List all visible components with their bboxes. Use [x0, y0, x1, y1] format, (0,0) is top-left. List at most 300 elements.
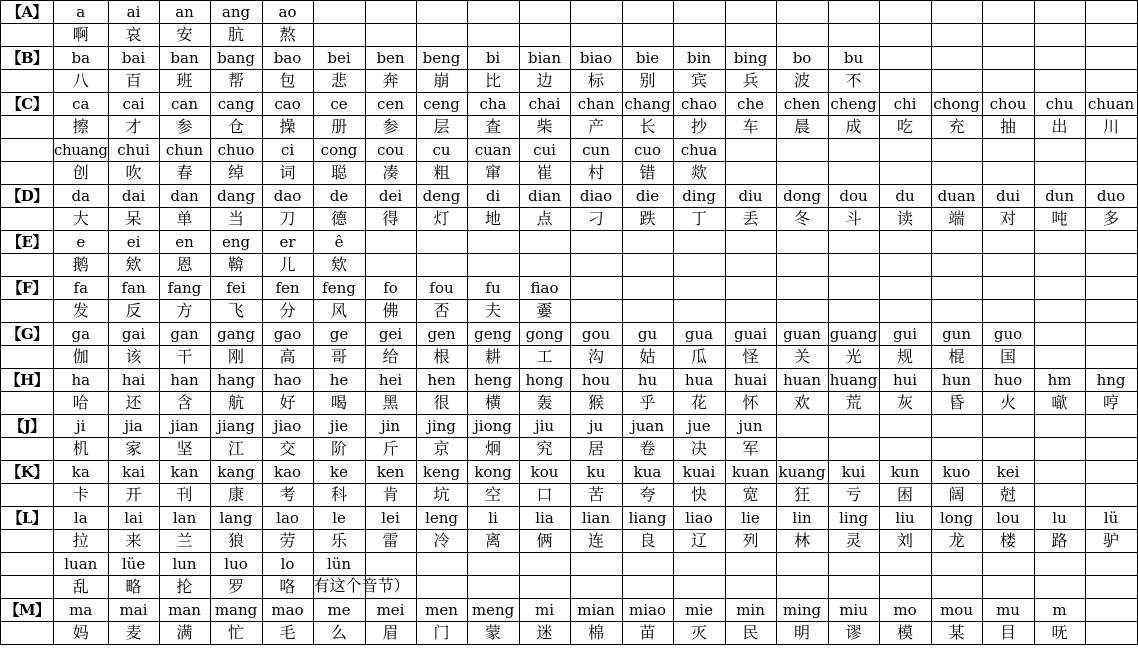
hanzi-row: [1, 530, 1138, 553]
pinyin-cell: ai: [108, 1, 159, 24]
pinyin-cell: lu: [1034, 507, 1085, 530]
pinyin-cell: fou: [416, 277, 467, 300]
pinyin-cell: man: [159, 599, 210, 622]
pinyin-cell: men: [416, 599, 467, 622]
pinyin-cell: chi: [879, 93, 931, 116]
hanzi-cell: 词: [262, 162, 313, 185]
hanzi-cell: [570, 576, 622, 599]
pinyin-row: [1, 47, 1138, 70]
hanzi-cell: 龙: [931, 530, 982, 553]
pinyin-cell: [673, 277, 725, 300]
hanzi-cell: 刘: [879, 530, 931, 553]
pinyin-cell: ge: [313, 323, 365, 346]
hanzi-cell: 开: [108, 484, 159, 507]
pinyin-cell: ming: [776, 599, 828, 622]
pinyin-cell: ca: [54, 93, 109, 116]
hanzi-cell: 花: [673, 392, 725, 415]
pinyin-cell: de: [313, 185, 365, 208]
pinyin-cell: bao: [262, 47, 313, 70]
hanzi-cell: 得: [365, 208, 416, 231]
hanzi-cell: [828, 438, 879, 461]
pinyin-cell: long: [931, 507, 982, 530]
hanzi-cell: 噷: [1034, 392, 1085, 415]
pinyin-cell: mi: [519, 599, 570, 622]
pinyin-cell: lo: [262, 553, 313, 576]
hanzi-cell: 亏: [828, 484, 879, 507]
pinyin-cell: ju: [570, 415, 622, 438]
hanzi-row: [1, 484, 1138, 507]
hanzi-cell: [1085, 576, 1137, 599]
pinyin-cell: fiao: [519, 277, 570, 300]
hanzi-cell: 姑: [622, 346, 673, 369]
pinyin-cell: [828, 1, 879, 24]
pinyin-cell: hu: [622, 369, 673, 392]
hanzi-cell: [570, 254, 622, 277]
initial-letter-cell: [1, 530, 54, 553]
hanzi-cell: 困: [879, 484, 931, 507]
hanzi-cell: 连: [570, 530, 622, 553]
hanzi-row: [1, 254, 1138, 277]
hanzi-cell: 册: [313, 116, 365, 139]
pinyin-cell: lei: [365, 507, 416, 530]
pinyin-cell: [879, 231, 931, 254]
hanzi-cell: 康: [210, 484, 262, 507]
pinyin-cell: liu: [879, 507, 931, 530]
hanzi-cell: 吃: [879, 116, 931, 139]
pinyin-cell: huai: [725, 369, 776, 392]
hanzi-cell: 阶: [313, 438, 365, 461]
hanzi-cell: 熬: [262, 24, 313, 47]
pinyin-cell: [1034, 277, 1085, 300]
pinyin-cell: chua: [673, 139, 725, 162]
pinyin-cell: [879, 139, 931, 162]
pinyin-cell: hui: [879, 369, 931, 392]
hanzi-cell: 卡: [54, 484, 109, 507]
hanzi-cell: 奔: [365, 70, 416, 93]
hanzi-cell: [365, 24, 416, 47]
hanzi-cell: 棍: [931, 346, 982, 369]
pinyin-cell: hai: [108, 369, 159, 392]
hanzi-cell: 窜: [467, 162, 519, 185]
pinyin-cell: min: [725, 599, 776, 622]
pinyin-cell: [467, 1, 519, 24]
initial-letter-cell: [1, 392, 54, 415]
pinyin-cell: fu: [467, 277, 519, 300]
hanzi-cell: [1085, 24, 1137, 47]
pinyin-cell: ji: [54, 415, 109, 438]
pinyin-cell: fen: [262, 277, 313, 300]
hanzi-cell: [467, 254, 519, 277]
pinyin-cell: hao: [262, 369, 313, 392]
pinyin-cell: [1034, 323, 1085, 346]
pinyin-cell: [1085, 231, 1137, 254]
hanzi-cell: 呆: [108, 208, 159, 231]
hanzi-cell: [982, 24, 1034, 47]
hanzi-cell: 班: [159, 70, 210, 93]
pinyin-cell: mao: [262, 599, 313, 622]
hanzi-cell: [313, 24, 365, 47]
hanzi-cell: 乐: [313, 530, 365, 553]
pinyin-cell: cuo: [622, 139, 673, 162]
pinyin-cell: juan: [622, 415, 673, 438]
initial-letter-cell: [1, 116, 54, 139]
hanzi-cell: 边: [519, 70, 570, 93]
hanzi-cell: 兰: [159, 530, 210, 553]
pinyin-cell: [725, 277, 776, 300]
hanzi-cell: 沟: [570, 346, 622, 369]
hanzi-cell: 欸: [108, 254, 159, 277]
hanzi-cell: 列: [725, 530, 776, 553]
pinyin-cell: cu: [416, 139, 467, 162]
pinyin-cell: [931, 1, 982, 24]
pinyin-cell: bei: [313, 47, 365, 70]
pinyin-cell: mu: [982, 599, 1034, 622]
hanzi-cell: 略: [108, 576, 159, 599]
pinyin-cell: chu: [1034, 93, 1085, 116]
hanzi-cell: 兵: [725, 70, 776, 93]
hanzi-cell: 擦: [54, 116, 109, 139]
hanzi-cell: [1085, 346, 1137, 369]
pinyin-cell: kao: [262, 461, 313, 484]
pinyin-cell: [828, 553, 879, 576]
hanzi-cell: 查: [467, 116, 519, 139]
hanzi-cell: 风: [313, 300, 365, 323]
hanzi-cell: 林: [776, 530, 828, 553]
pinyin-cell: fan: [108, 277, 159, 300]
initial-letter-cell: [1, 24, 54, 47]
pinyin-cell: [931, 553, 982, 576]
pinyin-cell: bian: [519, 47, 570, 70]
pinyin-cell: [416, 1, 467, 24]
hanzi-cell: [931, 24, 982, 47]
initial-letter-cell: 【B】: [1, 47, 54, 70]
pinyin-cell: [982, 139, 1034, 162]
initial-letter-cell: 【D】: [1, 185, 54, 208]
pinyin-cell: di: [467, 185, 519, 208]
hanzi-cell: 仓: [210, 116, 262, 139]
pinyin-cell: diu: [725, 185, 776, 208]
pinyin-cell: da: [54, 185, 109, 208]
hanzi-cell: [519, 24, 570, 47]
pinyin-row: [1, 139, 1138, 162]
pinyin-cell: [365, 1, 416, 24]
pinyin-cell: gei: [365, 323, 416, 346]
hanzi-cell: 八: [54, 70, 109, 93]
hanzi-cell: 黑: [365, 392, 416, 415]
hanzi-cell: 标: [570, 70, 622, 93]
pinyin-cell: [622, 1, 673, 24]
pinyin-cell: hm: [1034, 369, 1085, 392]
hanzi-cell: 迷: [519, 622, 570, 645]
hanzi-cell: [1034, 438, 1085, 461]
hanzi-cell: 德: [313, 208, 365, 231]
pinyin-cell: chao: [673, 93, 725, 116]
hanzi-cell: 目: [982, 622, 1034, 645]
pinyin-cell: [982, 415, 1034, 438]
hanzi-cell: 哥: [313, 346, 365, 369]
hanzi-cell: 灭: [673, 622, 725, 645]
pinyin-cell: [982, 1, 1034, 24]
initial-letter-cell: [1, 70, 54, 93]
pinyin-cell: ceng: [416, 93, 467, 116]
hanzi-cell: 关: [776, 346, 828, 369]
hanzi-row: [1, 392, 1138, 415]
hanzi-cell: 参: [365, 116, 416, 139]
hanzi-cell: 大: [54, 208, 109, 231]
pinyin-cell: [879, 1, 931, 24]
hanzi-row: [1, 576, 1138, 599]
hanzi-cell: 怀: [725, 392, 776, 415]
pinyin-cell: mian: [570, 599, 622, 622]
pinyin-cell: cheng: [828, 93, 879, 116]
pinyin-cell: jin: [365, 415, 416, 438]
hanzi-cell: 坚: [159, 438, 210, 461]
pinyin-cell: lang: [210, 507, 262, 530]
pinyin-cell: [416, 553, 467, 576]
hanzi-cell: 还: [108, 392, 159, 415]
hanzi-cell: [931, 162, 982, 185]
pinyin-cell: [725, 1, 776, 24]
hanzi-cell: 村: [570, 162, 622, 185]
pinyin-cell: ben: [365, 47, 416, 70]
hanzi-cell: 凑: [365, 162, 416, 185]
pinyin-cell: cuan: [467, 139, 519, 162]
hanzi-cell: 某: [931, 622, 982, 645]
hanzi-cell: 该: [108, 346, 159, 369]
pinyin-cell: cui: [519, 139, 570, 162]
pinyin-cell: mang: [210, 599, 262, 622]
hanzi-cell: [622, 576, 673, 599]
pinyin-cell: hun: [931, 369, 982, 392]
hanzi-cell: [982, 300, 1034, 323]
pinyin-cell: [1085, 599, 1137, 622]
pinyin-cell: duan: [931, 185, 982, 208]
pinyin-cell: lia: [519, 507, 570, 530]
pinyin-cell: gai: [108, 323, 159, 346]
hanzi-cell: 崩: [416, 70, 467, 93]
pinyin-cell: deng: [416, 185, 467, 208]
hanzi-cell: [673, 24, 725, 47]
pinyin-cell: ang: [210, 1, 262, 24]
pinyin-cell: fa: [54, 277, 109, 300]
pinyin-cell: kong: [467, 461, 519, 484]
pinyin-cell: hou: [570, 369, 622, 392]
hanzi-cell: 否: [416, 300, 467, 323]
hanzi-cell: 苗: [622, 622, 673, 645]
pinyin-cell: [1085, 139, 1137, 162]
hanzi-cell: [982, 576, 1034, 599]
pinyin-cell: kan: [159, 461, 210, 484]
pinyin-cell: lü: [1085, 507, 1137, 530]
pinyin-row: [1, 369, 1138, 392]
hanzi-cell: [1034, 300, 1085, 323]
hanzi-cell: [1034, 484, 1085, 507]
hanzi-cell: 工: [519, 346, 570, 369]
pinyin-cell: dao: [262, 185, 313, 208]
pinyin-cell: ê: [313, 231, 365, 254]
hanzi-cell: 晨: [776, 116, 828, 139]
pinyin-cell: die: [622, 185, 673, 208]
pinyin-cell: fei: [210, 277, 262, 300]
pinyin-cell: jie: [313, 415, 365, 438]
pinyin-cell: jiu: [519, 415, 570, 438]
hanzi-cell: 谬: [828, 622, 879, 645]
pinyin-cell: kuang: [776, 461, 828, 484]
hanzi-cell: 层: [416, 116, 467, 139]
hanzi-cell: 产: [570, 116, 622, 139]
hanzi-cell: 民: [725, 622, 776, 645]
hanzi-cell: [776, 576, 828, 599]
pinyin-cell: chan: [570, 93, 622, 116]
pinyin-cell: [879, 415, 931, 438]
hanzi-cell: 帮: [210, 70, 262, 93]
initial-letter-cell: [1, 162, 54, 185]
pinyin-cell: hng: [1085, 369, 1137, 392]
hanzi-cell: 肮: [210, 24, 262, 47]
pinyin-cell: bi: [467, 47, 519, 70]
hanzi-cell: 居: [570, 438, 622, 461]
pinyin-cell: [776, 231, 828, 254]
hanzi-cell: 家: [108, 438, 159, 461]
pinyin-cell: ding: [673, 185, 725, 208]
hanzi-cell: 冬: [776, 208, 828, 231]
pinyin-cell: [1085, 553, 1137, 576]
pinyin-cell: gang: [210, 323, 262, 346]
hanzi-cell: 欻: [673, 162, 725, 185]
pinyin-cell: lün: [313, 553, 365, 576]
hanzi-cell: [828, 576, 879, 599]
hanzi-cell: 好: [262, 392, 313, 415]
hanzi-cell: 乎: [622, 392, 673, 415]
pinyin-cell: mo: [879, 599, 931, 622]
pinyin-cell: chuo: [210, 139, 262, 162]
pinyin-cell: cen: [365, 93, 416, 116]
hanzi-cell: 规: [879, 346, 931, 369]
initial-letter-cell: [1, 139, 54, 162]
hanzi-cell: 乱: [54, 576, 109, 599]
hanzi-cell: [879, 438, 931, 461]
hanzi-cell: 悲: [313, 70, 365, 93]
hanzi-row: [1, 116, 1138, 139]
hanzi-cell: [828, 162, 879, 185]
pinyin-cell: ao: [262, 1, 313, 24]
pinyin-cell: huang: [828, 369, 879, 392]
hanzi-cell: 成: [828, 116, 879, 139]
hanzi-cell: [725, 300, 776, 323]
hanzi-cell: [1034, 70, 1085, 93]
hanzi-cell: 嫑: [519, 300, 570, 323]
hanzi-cell: [982, 162, 1034, 185]
hanzi-cell: [725, 162, 776, 185]
initial-letter-cell: [1, 438, 54, 461]
initial-letter-cell: 【K】: [1, 461, 54, 484]
pinyin-cell: cun: [570, 139, 622, 162]
hanzi-cell: 昏: [931, 392, 982, 415]
hanzi-cell: 毛: [262, 622, 313, 645]
hanzi-cell: 门: [416, 622, 467, 645]
pinyin-cell: [982, 553, 1034, 576]
hanzi-cell: 坑: [416, 484, 467, 507]
pinyin-cell: guo: [982, 323, 1034, 346]
hanzi-cell: 对: [982, 208, 1034, 231]
pinyin-cell: [776, 415, 828, 438]
hanzi-cell: 么: [313, 622, 365, 645]
hanzi-cell: 恩: [159, 254, 210, 277]
hanzi-cell: 罗: [210, 576, 262, 599]
pinyin-cell: che: [725, 93, 776, 116]
pinyin-cell: [1034, 1, 1085, 24]
pinyin-cell: miao: [622, 599, 673, 622]
pinyin-row: [1, 185, 1138, 208]
pinyin-cell: ka: [54, 461, 109, 484]
pinyin-cell: [416, 231, 467, 254]
pinyin-cell: mie: [673, 599, 725, 622]
pinyin-cell: mou: [931, 599, 982, 622]
pinyin-cell: guan: [776, 323, 828, 346]
hanzi-cell: 鹅: [54, 254, 109, 277]
pinyin-cell: [1034, 461, 1085, 484]
pinyin-cell: chui: [108, 139, 159, 162]
pinyin-cell: [1085, 461, 1137, 484]
hanzi-cell: 尅: [982, 484, 1034, 507]
hanzi-cell: 空: [467, 484, 519, 507]
pinyin-cell: bang: [210, 47, 262, 70]
hanzi-cell: 模: [879, 622, 931, 645]
hanzi-cell: [1034, 162, 1085, 185]
pinyin-cell: ling: [828, 507, 879, 530]
hanzi-cell: 单: [159, 208, 210, 231]
pinyin-cell: ke: [313, 461, 365, 484]
pinyin-cell: [1085, 323, 1137, 346]
pinyin-cell: [776, 553, 828, 576]
hanzi-cell: [931, 70, 982, 93]
initial-letter-cell: [1, 576, 54, 599]
pinyin-cell: liang: [622, 507, 673, 530]
hanzi-cell: 聪: [313, 162, 365, 185]
hanzi-cell: 哈: [54, 392, 109, 415]
initial-letter-cell: 【C】: [1, 93, 54, 116]
hanzi-cell: [622, 300, 673, 323]
hanzi-cell: 多: [1085, 208, 1137, 231]
hanzi-cell: 端: [931, 208, 982, 231]
hanzi-cell: 刚: [210, 346, 262, 369]
hanzi-cell: 狂: [776, 484, 828, 507]
hanzi-cell: 拉: [54, 530, 109, 553]
pinyin-cell: gao: [262, 323, 313, 346]
hanzi-row: [1, 162, 1138, 185]
hanzi-cell: [879, 254, 931, 277]
hanzi-cell: 劳: [262, 530, 313, 553]
hanzi-cell: [982, 70, 1034, 93]
hanzi-cell: 欢: [776, 392, 828, 415]
hanzi-cell: [519, 254, 570, 277]
pinyin-cell: [879, 553, 931, 576]
pinyin-cell: [673, 231, 725, 254]
pinyin-row: [1, 93, 1138, 116]
pinyin-cell: a: [54, 1, 109, 24]
hanzi-cell: [1085, 300, 1137, 323]
pinyin-cell: hen: [416, 369, 467, 392]
hanzi-cell: 方: [159, 300, 210, 323]
table-body: [1, 1, 1138, 645]
hanzi-cell: 百: [108, 70, 159, 93]
pinyin-cell: kua: [622, 461, 673, 484]
pinyin-cell: jiang: [210, 415, 262, 438]
pinyin-cell: li: [467, 507, 519, 530]
pinyin-cell: [467, 553, 519, 576]
hanzi-cell: [879, 162, 931, 185]
pinyin-cell: bo: [776, 47, 828, 70]
